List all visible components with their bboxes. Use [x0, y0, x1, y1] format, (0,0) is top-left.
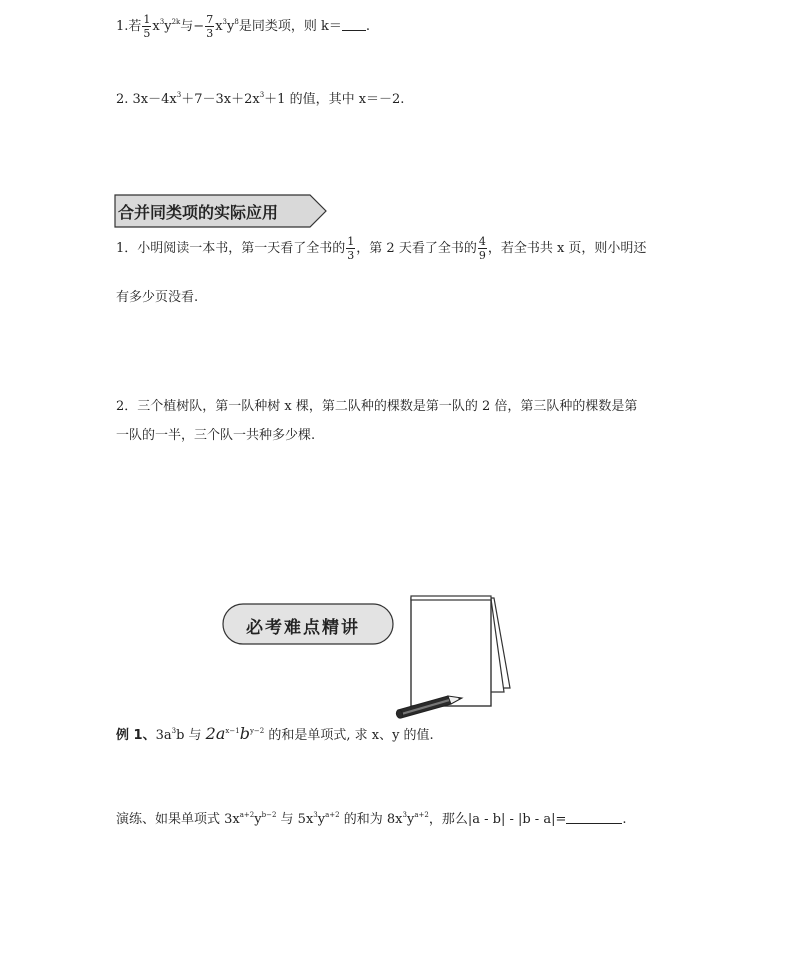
- fraction-4-9: $\frac{4}{9}$: [478, 235, 486, 262]
- application-problem-1: 1．小明阅读一本书，第一天看了全书的 $\frac{1}{3}$ ，第 2 天看了全书的 $\frac{4}{9}$ ，若全书共 x 页，则小明还: [116, 235, 647, 262]
- notebook-pencil-illustration: [390, 592, 520, 722]
- key-points-title: 必考难点精讲: [246, 618, 360, 638]
- question-2: 2. $3x-4x^3+7-3x+2x^3+1$ 的值，其中 x＝－2.: [116, 91, 405, 107]
- application-problem-2-line-2: 一队的一半，三个队一共种多少棵.: [116, 428, 316, 443]
- section-title: 合并同类项的实际应用: [118, 203, 279, 222]
- key-points-pill: [222, 603, 394, 645]
- q1-prefix: 1.若: [116, 19, 142, 34]
- example-1: 例 1、$3a^3b$ 与 $2a^{x-1}b^{y-2}$ 的和是单项式, 求 x、y 的值.: [116, 724, 434, 743]
- example-label: 例 1、: [116, 728, 156, 743]
- fraction-7-3: $\frac{7}{3}$: [206, 13, 214, 40]
- fraction-1-5: $\frac{1}{5}$: [143, 13, 151, 40]
- answer-blank[interactable]: [342, 19, 366, 31]
- section-header-badge: [114, 194, 328, 228]
- practice-problem: 演练、如果单项式 $3x^{a+2}y^{b-2}$ 与 $5x^3y^{a+2}$ 的和为 $8x^3y^{a+2}$，那么|a - b| - |b - a|= .: [116, 811, 627, 827]
- application-problem-1-line-2: 有多少页没看.: [116, 290, 199, 305]
- question-1: 1.若 $\frac{1}{5}$ $x^3y^{2k}$与− $\frac{7}{3}$ $x^3y^8$是同类项，则 k＝ .: [116, 13, 370, 40]
- application-problem-2-line-1: 2．三个植树队，第一队种树 x 棵，第二队种的棵数是第一队的 2 倍，第三队种的棵数是第: [116, 399, 638, 414]
- fraction-1-3: $\frac{1}{3}$: [347, 235, 355, 262]
- practice-answer-blank[interactable]: [566, 812, 622, 824]
